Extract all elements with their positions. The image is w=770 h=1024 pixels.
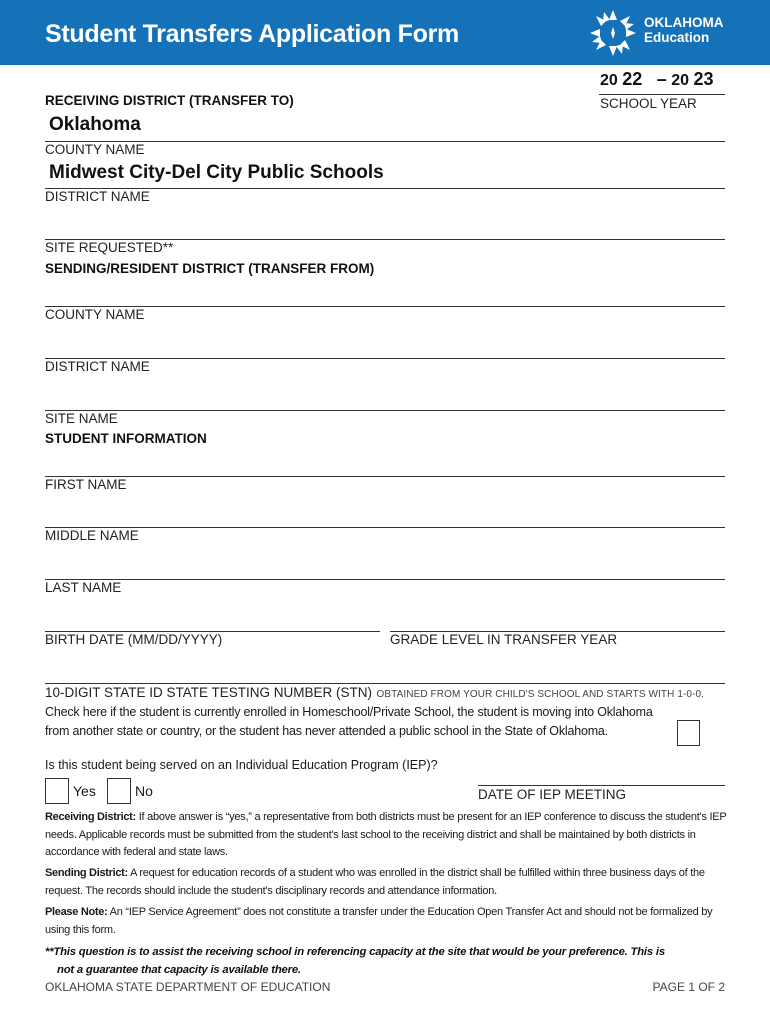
receiving-district-value[interactable]: Midwest City-Del City Public Schools xyxy=(49,162,384,183)
year-value-1: 22 xyxy=(622,69,643,89)
grade-level-label: GRADE LEVEL IN TRANSFER YEAR xyxy=(390,632,618,647)
school-year-label: SCHOOL YEAR xyxy=(600,96,697,111)
please-note xyxy=(45,904,730,939)
stn-hint: OBTAINED FROM YOUR CHILD'S SCHOOL AND STARTS WITH 1-0-0. xyxy=(376,689,705,700)
site-requested-label: SITE REQUESTED** xyxy=(45,240,174,255)
iep-yes-checkbox[interactable] xyxy=(45,778,69,804)
receiving-district-note xyxy=(45,809,730,862)
stn-label: 10-DIGIT STATE ID STATE TESTING NUMBER (STN) xyxy=(45,685,373,700)
logo-line-1: OKLAHOMA xyxy=(644,15,724,30)
sending-site-label: SITE NAME xyxy=(45,411,118,426)
sending-district-label: DISTRICT NAME xyxy=(45,359,150,374)
iep-no-label: No xyxy=(135,783,153,799)
birth-date-label: BIRTH DATE (MM/DD/YYYY) xyxy=(45,632,223,647)
oklahoma-star-icon xyxy=(588,8,638,58)
site-footnote xyxy=(45,943,730,979)
header-banner xyxy=(0,0,770,65)
receiving-county-line xyxy=(45,141,725,142)
oklahoma-education-logo xyxy=(588,8,738,58)
year-dash: – xyxy=(656,69,667,89)
year-prefix-2: 20 xyxy=(671,72,689,89)
first-name-label: FIRST NAME xyxy=(45,477,127,492)
sending-district-note xyxy=(45,865,730,900)
homeschool-checkbox[interactable] xyxy=(677,720,700,746)
iep-no-checkbox[interactable] xyxy=(107,778,131,804)
year-value-2: 23 xyxy=(693,69,714,89)
first-name-line[interactable] xyxy=(45,476,725,477)
receiving-heading: RECEIVING DISTRICT (TRANSFER TO) xyxy=(45,93,294,108)
logo-line-2: Education xyxy=(644,30,710,45)
school-year-field[interactable] xyxy=(600,69,713,90)
receiving-district-label: DISTRICT NAME xyxy=(45,189,150,204)
homeschool-text-2: from another state or country, or the student has never attended a public school in the State of Oklahoma. xyxy=(45,724,608,738)
student-heading: STUDENT INFORMATION xyxy=(45,431,207,446)
school-year-line xyxy=(599,94,725,95)
stn-label-row xyxy=(45,684,704,702)
sending-note-text: A request for education records of a student who was enrolled in the district shall be fulfilled within three business days of the request. The records should include the student's disciplinary records and attendance information. xyxy=(45,867,705,897)
iep-question: Is this student being served on an Individual Education Program (IEP)? xyxy=(45,758,438,772)
form-title: Student Transfers Application Form xyxy=(45,20,459,48)
last-name-line[interactable] xyxy=(45,579,725,580)
sending-note-title: Sending District: xyxy=(45,867,128,879)
sending-county-line[interactable] xyxy=(45,306,725,307)
sending-site-line[interactable] xyxy=(45,410,725,411)
iep-date-line[interactable] xyxy=(478,785,725,786)
sending-heading: SENDING/RESIDENT DISTRICT (TRANSFER FROM) xyxy=(45,261,375,276)
iep-date-label: DATE OF IEP MEETING xyxy=(478,787,627,802)
please-note-text: An “IEP Service Agreement” does not constitute a transfer under the Education Open Transfer Act and should not be formalized by using this form. xyxy=(45,906,713,936)
sending-county-label: COUNTY NAME xyxy=(45,307,145,322)
footer-left: OKLAHOMA STATE DEPARTMENT OF EDUCATION xyxy=(45,980,331,994)
footnote-line-2: not a guarantee that capacity is available there. xyxy=(57,964,301,976)
middle-name-label: MIDDLE NAME xyxy=(45,528,139,543)
logo-text xyxy=(644,15,724,45)
footnote-line-1: **This question is to assist the receiving school in referencing capacity at the site that would be your preference. This is xyxy=(45,946,665,958)
last-name-label: LAST NAME xyxy=(45,580,122,595)
middle-name-line[interactable] xyxy=(45,527,725,528)
receiving-county-label: COUNTY NAME xyxy=(45,142,145,157)
homeschool-text-1: Check here if the student is currently enrolled in Homeschool/Private School, the student is moving into Oklahoma xyxy=(45,705,653,719)
footer-right: PAGE 1 OF 2 xyxy=(652,980,725,994)
receiving-note-text: If above answer is “yes,” a representative from both districts must be present for an IEP conference to discuss the student's IEP needs. Applicable records must be submitted from the student's last school to the receiving district and shall be maintained by both districts in accordance with federal and state laws. xyxy=(45,811,727,858)
year-prefix-1: 20 xyxy=(600,72,618,89)
please-note-title: Please Note: xyxy=(45,906,108,918)
receiving-note-title: Receiving District: xyxy=(45,811,136,823)
iep-yes-label: Yes xyxy=(73,783,96,799)
receiving-county-value[interactable]: Oklahoma xyxy=(49,114,141,135)
